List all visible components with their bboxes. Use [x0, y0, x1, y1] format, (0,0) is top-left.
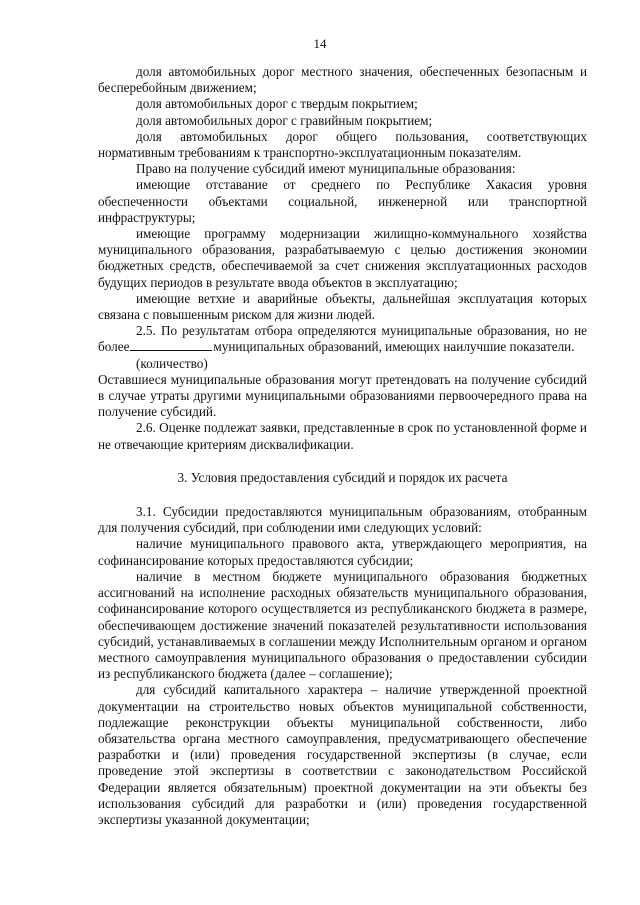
paragraph: для субсидий капитального характера – наличие утвержденной проектной документации на строительство новых объектов муниципальной собственности, подлежащие реконструкции объекты муниципальной собственности, либо обязательства органа местного самоуправления, предусматривающего обеспечение разработки и (или) проведения государственной экспертизы (в случае, если проведение этой экспертизы в соответствии с законодательством Российской Федерации является обязательным) проектной документации на эти объекты без использования субсидий для разработки и (или) проведения государственной экспертизы указанной документации;: [98, 682, 587, 827]
paragraph: имеющие программу модернизации жилищно-коммунального хозяйства муниципального образования, разрабатываемую с целью достижения экономии бюджетных средств, обеспечиваемой за счет снижения эксплуатационных расходов будущих периодов в результате ввода объектов в эксплуатацию;: [98, 226, 587, 290]
paragraph: наличие в местном бюджете муниципального образования бюджетных ассигнований на исполнение расходных обязательств муниципального образования, софинансирование которого осуществляется из республиканского бюджета в размере, обеспечивающем достижение значений показателей результативности использования субсидий, устанавливаемых в соглашении между Исполнительным органом и органом местного самоуправления муниципального образования о предоставлении субсидии из республиканского бюджета (далее – соглашение);: [98, 568, 587, 682]
quantity-blank: [130, 340, 212, 351]
paragraph-2-5-line2: [98, 339, 587, 355]
paragraph: доля автомобильных дорог местного значения, обеспеченных безопасным и бесперебойным движением;: [98, 64, 587, 96]
paragraph: наличие муниципального правового акта, утверждающего мероприятия, на софинансирование которых предоставляются субсидии;: [98, 536, 587, 568]
paragraph: доля автомобильных дорог общего пользования, соответствующих нормативным требованиям к транспортно-эксплуатационным показателям.: [98, 128, 587, 161]
paragraph: доля автомобильных дорог с твердым покрытием;: [136, 96, 418, 112]
paragraph-2-5: [98, 323, 587, 355]
paragraph-2-5-more: более: [98, 339, 130, 355]
paragraph: имеющие ветхие и аварийные объекты, дальнейшая эксплуатация которых связана с повышенным риском для жизни людей.: [98, 290, 587, 323]
paragraph-2-5-line2-end: муниципальных образований, имеющих наилучшие показатели.: [213, 339, 575, 355]
document-body: [98, 64, 587, 828]
paragraph-2-6: 2.6. Оценке подлежат заявки, представленные в срок по установленной форме и не отвечающие критериям дисквалификации.: [98, 420, 587, 452]
paragraph: 3.1. Субсидии предоставляются муниципальным образованиям, отобранным для получения субсидий, при соблюдении ими следующих условий:: [98, 504, 587, 536]
paragraph: имеющие отставание от среднего по Республике Хакасия уровня обеспеченности объектами социальной, инженерной или транспортной инфраструктуры;: [98, 177, 587, 225]
paragraph: Право на получение субсидий имеют муниципальные образования:: [136, 161, 516, 177]
page-number: 14: [313, 36, 327, 51]
paragraph-2-5-continuation: Оставшиеся муниципальные образования могут претендовать на получение субсидий в случае утраты другими муниципальными образованиями первоочередного права на получение субсидий.: [98, 371, 587, 420]
quantity-caption: (количество): [136, 355, 208, 371]
paragraph: доля автомобильных дорог с гравийным покрытием;: [136, 112, 433, 128]
section-heading: 3. Условия предоставления субсидий и порядок их расчета: [177, 469, 508, 485]
paragraph-2-5-line1: 2.5. По результатам отбора определяются муниципальные образования, но не: [136, 323, 587, 339]
